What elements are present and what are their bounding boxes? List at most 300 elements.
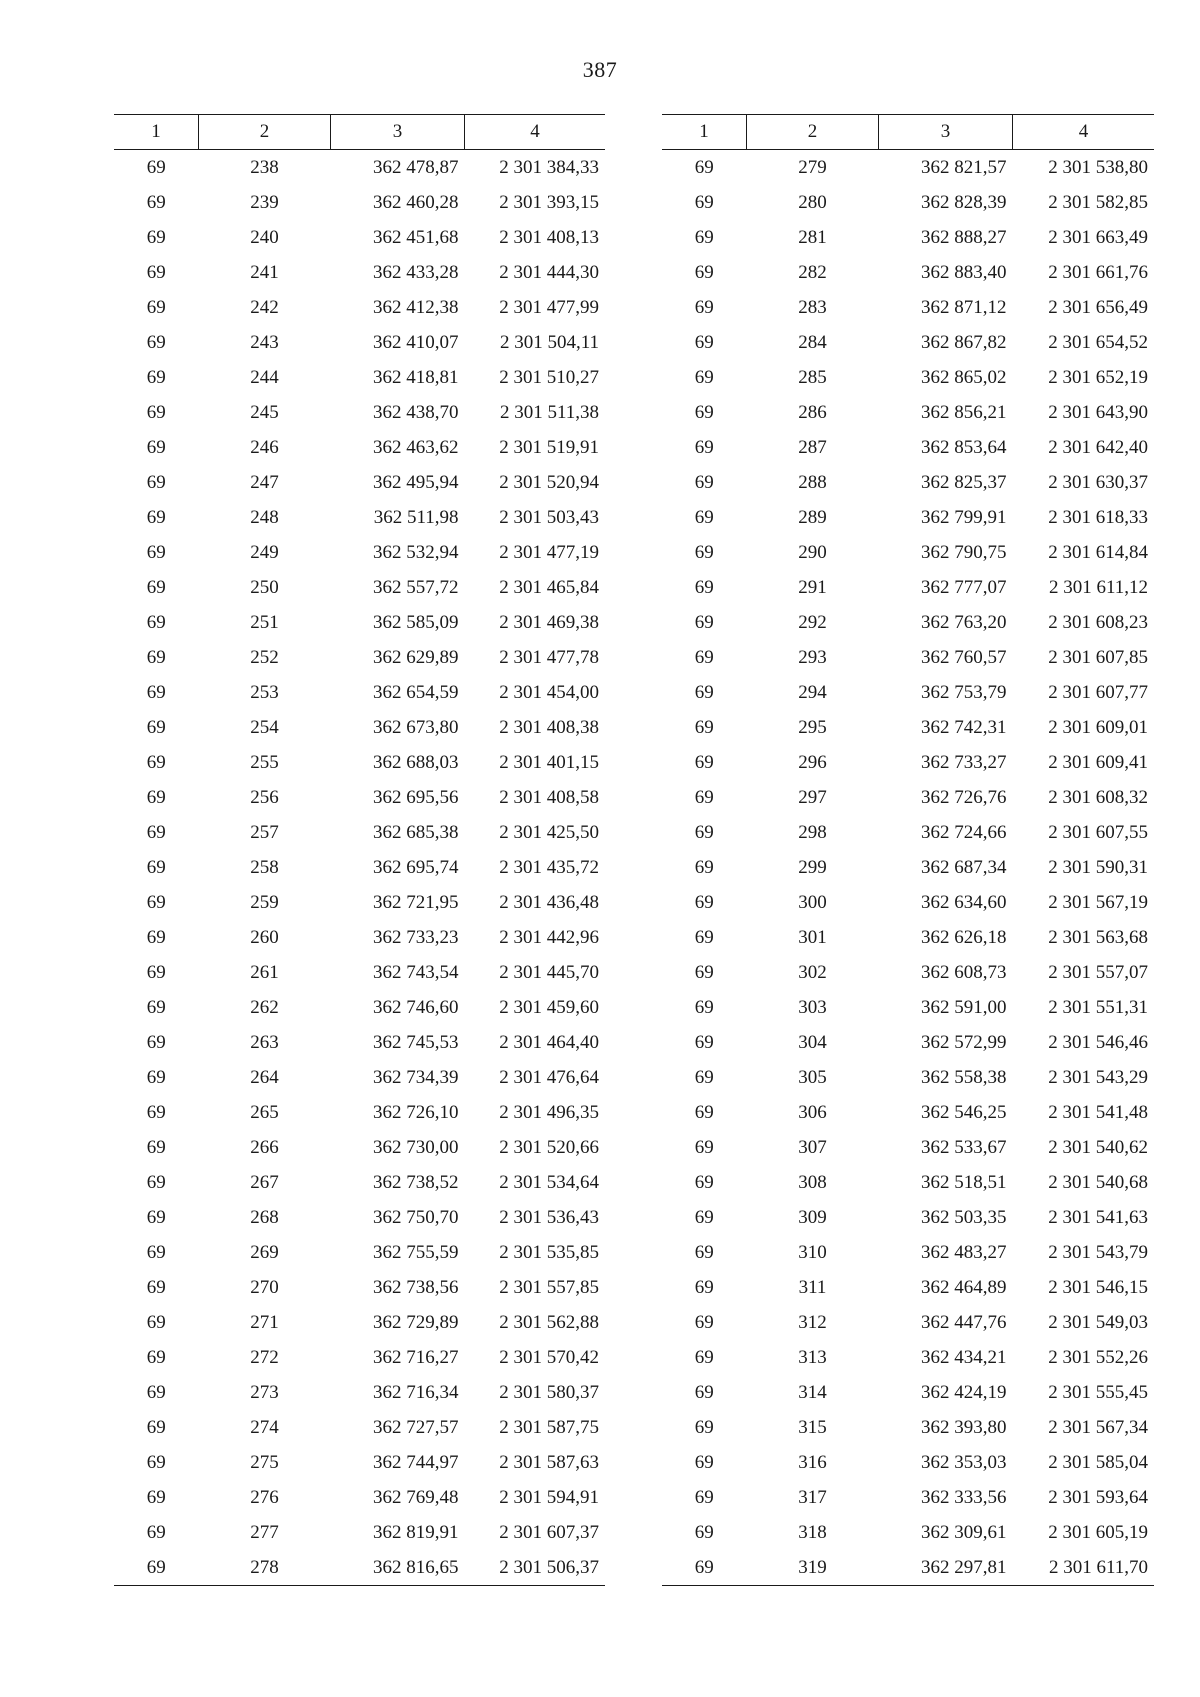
x-coordinate-cell: 362 511,98 xyxy=(373,506,459,528)
zone-number-cell: 69 xyxy=(694,401,714,423)
point-number-cell: 296 xyxy=(798,751,827,773)
x-coordinate-cell: 362 463,62 xyxy=(373,436,459,458)
point-number-cell: 291 xyxy=(798,576,827,598)
x-coordinate-cell: 362 695,56 xyxy=(373,786,459,808)
y-coordinate-cell: 2 301 454,00 xyxy=(499,681,599,703)
table-row xyxy=(662,500,1154,535)
x-coordinate-cell: 362 733,27 xyxy=(921,751,1007,773)
table-row xyxy=(662,255,1154,290)
zone-number-cell: 69 xyxy=(146,1381,166,1403)
point-number-cell: 258 xyxy=(250,856,279,878)
y-coordinate-cell: 2 301 540,62 xyxy=(1048,1136,1148,1158)
x-coordinate-cell: 362 853,64 xyxy=(921,436,1007,458)
table-row xyxy=(114,955,605,990)
point-number-cell: 316 xyxy=(798,1451,827,1473)
table-row xyxy=(662,850,1154,885)
x-coordinate-cell: 362 557,72 xyxy=(373,576,459,598)
x-coordinate-cell: 362 746,60 xyxy=(373,996,459,1018)
zone-number-cell: 69 xyxy=(146,996,166,1018)
y-coordinate-cell: 2 301 562,88 xyxy=(499,1311,599,1333)
x-coordinate-cell: 362 433,28 xyxy=(373,261,459,283)
y-coordinate-cell: 2 301 656,49 xyxy=(1048,296,1148,318)
x-coordinate-cell: 362 333,56 xyxy=(921,1486,1007,1508)
point-number-cell: 315 xyxy=(798,1416,827,1438)
zone-number-cell: 69 xyxy=(146,296,166,318)
point-number-cell: 307 xyxy=(798,1136,827,1158)
y-coordinate-cell: 2 301 546,15 xyxy=(1048,1276,1148,1298)
x-coordinate-cell: 362 410,07 xyxy=(373,331,459,353)
x-coordinate-cell: 362 673,80 xyxy=(373,716,459,738)
zone-number-cell: 69 xyxy=(694,1241,714,1263)
y-coordinate-cell: 2 301 496,35 xyxy=(499,1101,599,1123)
y-coordinate-cell: 2 301 535,85 xyxy=(499,1241,599,1263)
y-coordinate-cell: 2 301 393,15 xyxy=(499,191,599,213)
y-coordinate-cell: 2 301 661,76 xyxy=(1048,261,1148,283)
x-coordinate-cell: 362 755,59 xyxy=(373,1241,459,1263)
table-row xyxy=(114,850,605,885)
y-coordinate-cell: 2 301 541,63 xyxy=(1048,1206,1148,1228)
x-coordinate-cell: 362 760,57 xyxy=(921,646,1007,668)
point-number-cell: 301 xyxy=(798,926,827,948)
point-number-cell: 261 xyxy=(250,961,279,983)
zone-number-cell: 69 xyxy=(694,226,714,248)
point-number-cell: 299 xyxy=(798,856,827,878)
zone-number-cell: 69 xyxy=(694,646,714,668)
x-coordinate-cell: 362 726,10 xyxy=(373,1101,459,1123)
zone-number-cell: 69 xyxy=(694,961,714,983)
y-coordinate-cell: 2 301 519,91 xyxy=(499,436,599,458)
y-coordinate-cell: 2 301 536,43 xyxy=(499,1206,599,1228)
table-row xyxy=(662,290,1154,325)
x-coordinate-cell: 362 871,12 xyxy=(921,296,1007,318)
y-coordinate-cell: 2 301 557,85 xyxy=(499,1276,599,1298)
column-header-3: 3 xyxy=(331,115,465,150)
x-coordinate-cell: 362 721,95 xyxy=(373,891,459,913)
y-coordinate-cell: 2 301 593,64 xyxy=(1048,1486,1148,1508)
x-coordinate-cell: 362 608,73 xyxy=(921,961,1007,983)
point-number-cell: 306 xyxy=(798,1101,827,1123)
x-coordinate-cell: 362 518,51 xyxy=(921,1171,1007,1193)
zone-number-cell: 69 xyxy=(146,1171,166,1193)
table-row xyxy=(114,1270,605,1305)
column-header-1: 1 xyxy=(114,115,199,150)
zone-number-cell: 69 xyxy=(146,611,166,633)
point-number-cell: 243 xyxy=(250,331,279,353)
x-coordinate-cell: 362 353,03 xyxy=(921,1451,1007,1473)
table-row xyxy=(114,430,605,465)
table-row xyxy=(662,1165,1154,1200)
x-coordinate-cell: 362 819,91 xyxy=(373,1521,459,1543)
x-coordinate-cell: 362 503,35 xyxy=(921,1206,1007,1228)
point-number-cell: 265 xyxy=(250,1101,279,1123)
y-coordinate-cell: 2 301 465,84 xyxy=(499,576,599,598)
zone-number-cell: 69 xyxy=(146,541,166,563)
zone-number-cell: 69 xyxy=(146,961,166,983)
zone-number-cell: 69 xyxy=(694,191,714,213)
zone-number-cell: 69 xyxy=(694,996,714,1018)
y-coordinate-cell: 2 301 477,19 xyxy=(499,541,599,563)
zone-number-cell: 69 xyxy=(146,261,166,283)
column-header-1: 1 xyxy=(662,115,747,150)
zone-number-cell: 69 xyxy=(146,401,166,423)
x-coordinate-cell: 362 825,37 xyxy=(921,471,1007,493)
table-row xyxy=(662,640,1154,675)
column-header-2: 2 xyxy=(747,115,879,150)
x-coordinate-cell: 362 438,70 xyxy=(373,401,459,423)
zone-number-cell: 69 xyxy=(146,856,166,878)
x-coordinate-cell: 362 727,57 xyxy=(373,1416,459,1438)
y-coordinate-cell: 2 301 464,40 xyxy=(499,1031,599,1053)
table-row xyxy=(114,1480,605,1515)
y-coordinate-cell: 2 301 607,37 xyxy=(499,1521,599,1543)
table-row xyxy=(662,150,1154,186)
zone-number-cell: 69 xyxy=(146,1206,166,1228)
zone-number-cell: 69 xyxy=(694,1486,714,1508)
coordinates-table-right xyxy=(662,114,1154,1586)
zone-number-cell: 69 xyxy=(146,471,166,493)
zone-number-cell: 69 xyxy=(694,1031,714,1053)
y-coordinate-cell: 2 301 436,48 xyxy=(499,891,599,913)
table-row xyxy=(662,990,1154,1025)
x-coordinate-cell: 362 777,07 xyxy=(921,576,1007,598)
point-number-cell: 313 xyxy=(798,1346,827,1368)
x-coordinate-cell: 362 533,67 xyxy=(921,1136,1007,1158)
x-coordinate-cell: 362 726,76 xyxy=(921,786,1007,808)
y-coordinate-cell: 2 301 543,29 xyxy=(1048,1066,1148,1088)
y-coordinate-cell: 2 301 384,33 xyxy=(499,156,599,178)
table-row xyxy=(662,1305,1154,1340)
point-number-cell: 319 xyxy=(747,1550,879,1586)
table-row xyxy=(114,500,605,535)
column-header-4: 4 xyxy=(1013,115,1155,150)
table-row xyxy=(662,815,1154,850)
x-coordinate-cell: 362 495,94 xyxy=(373,471,459,493)
y-coordinate-cell: 2 301 652,19 xyxy=(1048,366,1148,388)
point-number-cell: 309 xyxy=(798,1206,827,1228)
table-row xyxy=(114,1060,605,1095)
point-number-cell: 303 xyxy=(798,996,827,1018)
zone-number-cell: 69 xyxy=(694,1381,714,1403)
point-number-cell: 283 xyxy=(798,296,827,318)
y-coordinate-cell: 2 301 546,46 xyxy=(1048,1031,1148,1053)
point-number-cell: 256 xyxy=(250,786,279,808)
y-coordinate-cell: 2 301 408,58 xyxy=(499,786,599,808)
column-header-3: 3 xyxy=(879,115,1013,150)
point-number-cell: 293 xyxy=(798,646,827,668)
zone-number-cell: 69 xyxy=(146,1521,166,1543)
table-row xyxy=(114,395,605,430)
table-row xyxy=(114,1410,605,1445)
y-coordinate-cell: 2 301 643,90 xyxy=(1048,401,1148,423)
point-number-cell: 252 xyxy=(250,646,279,668)
y-coordinate-cell: 2 301 477,99 xyxy=(499,296,599,318)
table-row xyxy=(662,185,1154,220)
table-row xyxy=(114,1200,605,1235)
y-coordinate-cell: 2 301 614,84 xyxy=(1048,541,1148,563)
x-coordinate-cell: 362 629,89 xyxy=(373,646,459,668)
point-number-cell: 308 xyxy=(798,1171,827,1193)
y-coordinate-cell: 2 301 425,50 xyxy=(499,821,599,843)
x-coordinate-cell: 362 888,27 xyxy=(921,226,1007,248)
point-number-cell: 250 xyxy=(250,576,279,598)
x-coordinate-cell: 362 685,38 xyxy=(373,821,459,843)
zone-number-cell: 69 xyxy=(146,891,166,913)
zone-number-cell: 69 xyxy=(694,156,714,178)
point-number-cell: 312 xyxy=(798,1311,827,1333)
table-row xyxy=(662,1340,1154,1375)
table-row xyxy=(662,1270,1154,1305)
y-coordinate-cell: 2 301 590,31 xyxy=(1048,856,1148,878)
point-number-cell: 302 xyxy=(798,961,827,983)
y-coordinate-cell: 2 301 663,49 xyxy=(1048,226,1148,248)
table-row xyxy=(114,605,605,640)
table-row xyxy=(114,570,605,605)
x-coordinate-cell: 362 687,34 xyxy=(921,856,1007,878)
table-row xyxy=(662,535,1154,570)
table-row xyxy=(662,395,1154,430)
point-number-cell: 275 xyxy=(250,1451,279,1473)
point-number-cell: 240 xyxy=(250,226,279,248)
table-row xyxy=(662,360,1154,395)
x-coordinate-cell: 362 558,38 xyxy=(921,1066,1007,1088)
x-coordinate-cell: 362 464,89 xyxy=(921,1276,1007,1298)
table-row xyxy=(114,255,605,290)
zone-number-cell: 69 xyxy=(694,1136,714,1158)
x-coordinate-cell: 362 730,00 xyxy=(373,1136,459,1158)
point-number-cell: 318 xyxy=(798,1521,827,1543)
zone-number-cell: 69 xyxy=(146,926,166,948)
point-number-cell: 242 xyxy=(250,296,279,318)
zone-number-cell: 69 xyxy=(146,681,166,703)
y-coordinate-cell: 2 301 520,94 xyxy=(499,471,599,493)
point-number-cell: 259 xyxy=(250,891,279,913)
x-coordinate-cell: 362 734,39 xyxy=(373,1066,459,1088)
y-coordinate-cell: 2 301 607,55 xyxy=(1048,821,1148,843)
zone-number-cell: 69 xyxy=(146,366,166,388)
table-row xyxy=(114,675,605,710)
y-coordinate-cell: 2 301 582,85 xyxy=(1048,191,1148,213)
zone-number-cell: 69 xyxy=(694,471,714,493)
column-header-4: 4 xyxy=(465,115,606,150)
table-row xyxy=(662,465,1154,500)
x-coordinate-cell: 362 742,31 xyxy=(921,716,1007,738)
x-coordinate-cell: 362 733,23 xyxy=(373,926,459,948)
table-row xyxy=(662,1515,1154,1550)
zone-number-cell: 69 xyxy=(146,156,166,178)
y-coordinate-cell: 2 301 567,34 xyxy=(1048,1416,1148,1438)
x-coordinate-cell: 362 856,21 xyxy=(921,401,1007,423)
zone-number-cell: 69 xyxy=(146,1031,166,1053)
zone-number-cell: 69 xyxy=(694,751,714,773)
table-row xyxy=(114,710,605,745)
table-row xyxy=(114,535,605,570)
x-coordinate-cell: 362 572,99 xyxy=(921,1031,1007,1053)
table-header-row xyxy=(662,115,1154,150)
x-coordinate-cell: 362 828,39 xyxy=(921,191,1007,213)
x-coordinate-cell: 362 738,52 xyxy=(373,1171,459,1193)
table-body xyxy=(114,150,605,1586)
x-coordinate-cell: 362 743,54 xyxy=(373,961,459,983)
y-coordinate-cell: 2 301 587,63 xyxy=(499,1451,599,1473)
zone-number-cell: 69 xyxy=(694,1451,714,1473)
table-row xyxy=(114,465,605,500)
x-coordinate-cell: 362 750,70 xyxy=(373,1206,459,1228)
table-row xyxy=(114,325,605,360)
y-coordinate-cell: 2 301 563,68 xyxy=(1048,926,1148,948)
table-row xyxy=(662,955,1154,990)
x-coordinate-cell: 362 729,89 xyxy=(373,1311,459,1333)
y-coordinate-cell: 2 301 605,19 xyxy=(1048,1521,1148,1543)
y-coordinate-cell: 2 301 401,15 xyxy=(499,751,599,773)
y-coordinate-cell: 2 301 549,03 xyxy=(1048,1311,1148,1333)
y-coordinate-cell: 2 301 609,01 xyxy=(1048,716,1148,738)
table-row xyxy=(114,1095,605,1130)
x-coordinate-cell: 362 821,57 xyxy=(921,156,1007,178)
y-coordinate-cell: 2 301 444,30 xyxy=(499,261,599,283)
y-coordinate-cell: 2 301 541,48 xyxy=(1048,1101,1148,1123)
zone-number-cell: 69 xyxy=(694,541,714,563)
y-coordinate-cell: 2 301 618,33 xyxy=(1048,506,1148,528)
zone-number-cell: 69 xyxy=(694,611,714,633)
zone-number-cell: 69 xyxy=(146,331,166,353)
y-coordinate-cell: 2 301 609,41 xyxy=(1048,751,1148,773)
y-coordinate-cell: 2 301 594,91 xyxy=(499,1486,599,1508)
x-coordinate-cell: 362 744,97 xyxy=(373,1451,459,1473)
zone-number-cell: 69 xyxy=(146,716,166,738)
table-row xyxy=(114,290,605,325)
y-coordinate-cell: 2 301 510,27 xyxy=(499,366,599,388)
x-coordinate-cell: 362 753,79 xyxy=(921,681,1007,703)
point-number-cell: 280 xyxy=(798,191,827,213)
table-row xyxy=(662,920,1154,955)
table-row xyxy=(662,220,1154,255)
zone-number-cell: 69 xyxy=(694,1171,714,1193)
zone-number-cell: 69 xyxy=(146,1346,166,1368)
y-coordinate-cell: 2 301 587,75 xyxy=(499,1416,599,1438)
table-row xyxy=(662,325,1154,360)
table-row xyxy=(662,1025,1154,1060)
x-coordinate-cell: 362 483,27 xyxy=(921,1241,1007,1263)
x-coordinate-cell: 362 591,00 xyxy=(921,996,1007,1018)
table-row xyxy=(114,1025,605,1060)
point-number-cell: 295 xyxy=(798,716,827,738)
zone-number-cell: 69 xyxy=(146,1101,166,1123)
point-number-cell: 253 xyxy=(250,681,279,703)
point-number-cell: 248 xyxy=(250,506,279,528)
zone-number-cell: 69 xyxy=(146,1241,166,1263)
y-coordinate-cell: 2 301 608,32 xyxy=(1048,786,1148,808)
zone-number-cell: 69 xyxy=(694,1416,714,1438)
table-row xyxy=(114,1375,605,1410)
x-coordinate-cell: 362 865,02 xyxy=(921,366,1007,388)
y-coordinate-cell: 2 301 611,70 xyxy=(1013,1550,1155,1586)
zone-number-cell: 69 xyxy=(146,1276,166,1298)
x-coordinate-cell: 362 716,27 xyxy=(373,1346,459,1368)
table-row xyxy=(662,1200,1154,1235)
zone-number-cell: 69 xyxy=(114,1550,199,1586)
point-number-cell: 311 xyxy=(798,1276,827,1298)
table-body xyxy=(662,150,1154,1586)
point-number-cell: 247 xyxy=(250,471,279,493)
table-row xyxy=(114,990,605,1025)
point-number-cell: 255 xyxy=(250,751,279,773)
zone-number-cell: 69 xyxy=(146,1066,166,1088)
point-number-cell: 305 xyxy=(798,1066,827,1088)
point-number-cell: 269 xyxy=(250,1241,279,1263)
y-coordinate-cell: 2 301 534,64 xyxy=(499,1171,599,1193)
point-number-cell: 292 xyxy=(798,611,827,633)
zone-number-cell: 69 xyxy=(146,1136,166,1158)
point-number-cell: 288 xyxy=(798,471,827,493)
table-row xyxy=(662,1375,1154,1410)
x-coordinate-cell: 362 816,65 xyxy=(331,1550,465,1586)
x-coordinate-cell: 362 393,80 xyxy=(921,1416,1007,1438)
y-coordinate-cell: 2 301 567,19 xyxy=(1048,891,1148,913)
y-coordinate-cell: 2 301 477,78 xyxy=(499,646,599,668)
y-coordinate-cell: 2 301 551,31 xyxy=(1048,996,1148,1018)
point-number-cell: 238 xyxy=(250,156,279,178)
y-coordinate-cell: 2 301 506,37 xyxy=(465,1550,606,1586)
point-number-cell: 294 xyxy=(798,681,827,703)
zone-number-cell: 69 xyxy=(146,751,166,773)
point-number-cell: 266 xyxy=(250,1136,279,1158)
zone-number-cell: 69 xyxy=(694,681,714,703)
table-row xyxy=(114,1550,605,1586)
zone-number-cell: 69 xyxy=(146,226,166,248)
x-coordinate-cell: 362 546,25 xyxy=(921,1101,1007,1123)
point-number-cell: 284 xyxy=(798,331,827,353)
point-number-cell: 273 xyxy=(250,1381,279,1403)
table-header-row xyxy=(114,115,605,150)
y-coordinate-cell: 2 301 408,13 xyxy=(499,226,599,248)
x-coordinate-cell: 362 434,21 xyxy=(921,1346,1007,1368)
zone-number-cell: 69 xyxy=(694,506,714,528)
x-coordinate-cell: 362 867,82 xyxy=(921,331,1007,353)
table-row xyxy=(662,885,1154,920)
x-coordinate-cell: 362 418,81 xyxy=(373,366,459,388)
y-coordinate-cell: 2 301 442,96 xyxy=(499,926,599,948)
x-coordinate-cell: 362 769,48 xyxy=(373,1486,459,1508)
point-number-cell: 262 xyxy=(250,996,279,1018)
zone-number-cell: 69 xyxy=(694,331,714,353)
point-number-cell: 260 xyxy=(250,926,279,948)
zone-number-cell: 69 xyxy=(694,436,714,458)
zone-number-cell: 69 xyxy=(146,436,166,458)
point-number-cell: 276 xyxy=(250,1486,279,1508)
table-row xyxy=(662,1095,1154,1130)
point-number-cell: 263 xyxy=(250,1031,279,1053)
point-number-cell: 249 xyxy=(250,541,279,563)
table-row xyxy=(114,1445,605,1480)
x-coordinate-cell: 362 790,75 xyxy=(921,541,1007,563)
table-row xyxy=(114,780,605,815)
point-number-cell: 287 xyxy=(798,436,827,458)
coordinates-table-left xyxy=(114,114,605,1586)
point-number-cell: 310 xyxy=(798,1241,827,1263)
point-number-cell: 241 xyxy=(250,261,279,283)
table-row xyxy=(662,570,1154,605)
y-coordinate-cell: 2 301 538,80 xyxy=(1048,156,1148,178)
x-coordinate-cell: 362 634,60 xyxy=(921,891,1007,913)
point-number-cell: 300 xyxy=(798,891,827,913)
y-coordinate-cell: 2 301 557,07 xyxy=(1048,961,1148,983)
y-coordinate-cell: 2 301 408,38 xyxy=(499,716,599,738)
point-number-cell: 251 xyxy=(250,611,279,633)
table-row xyxy=(662,1130,1154,1165)
zone-number-cell: 69 xyxy=(694,1346,714,1368)
zone-number-cell: 69 xyxy=(694,821,714,843)
x-coordinate-cell: 362 297,81 xyxy=(879,1550,1013,1586)
